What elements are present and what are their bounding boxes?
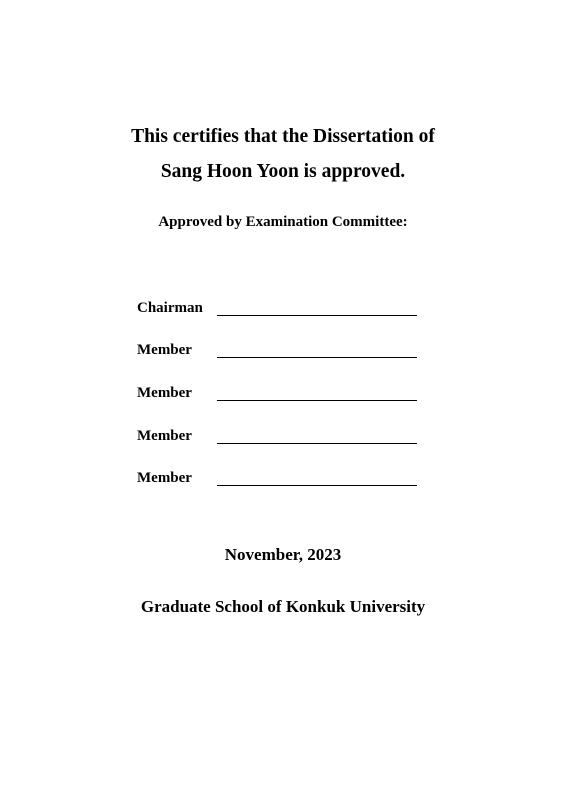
committee-role-label: Member: [137, 385, 192, 401]
committee-role-label: Chairman: [137, 300, 203, 316]
signature-line: [217, 400, 417, 401]
graduate-school-name: Graduate School of Konkuk University: [140, 597, 426, 616]
certification-title-line-1: This certifies that the Dissertation of: [131, 126, 435, 147]
committee-row-member: [137, 386, 427, 408]
committee-row-chairman: [137, 301, 427, 323]
certification-title-line-2: Sang Hoon Yoon is approved.: [160, 161, 406, 182]
signature-line: [217, 485, 417, 486]
committee-row-member: [137, 471, 427, 493]
committee-row-member: [137, 343, 427, 365]
signature-line: [217, 315, 417, 316]
committee-role-label: Member: [137, 428, 192, 444]
committee-row-member: [137, 429, 427, 451]
approval-date: November, 2023: [224, 545, 342, 564]
approved-by-heading: Approved by Examination Committee:: [158, 214, 408, 230]
committee-role-label: Member: [137, 342, 192, 358]
signature-line: [217, 357, 417, 358]
committee-role-label: Member: [137, 470, 192, 486]
signature-line: [217, 443, 417, 444]
